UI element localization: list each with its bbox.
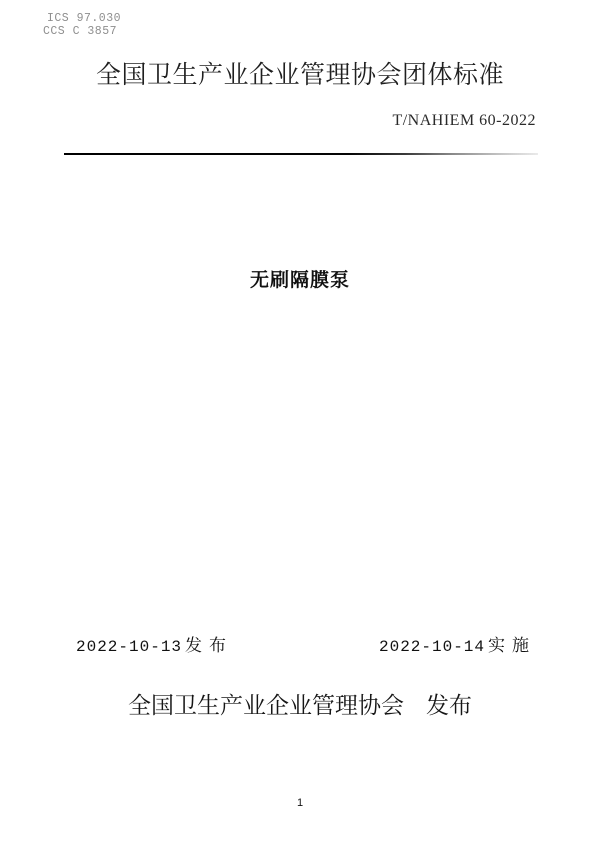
standard-name-title: 无刷隔膜泵 [249,269,350,291]
issue-date-label: 发布 [185,636,234,655]
issue-date-line [76,631,233,656]
publisher-line [0,687,600,720]
association-standard-title: 全国卫生产业企业管理协会团体标准 [95,62,504,89]
implementation-date-line [379,631,536,656]
ics-code: ICS 97.030 [47,12,122,25]
ccs-code: CCS C 3857 [43,25,118,38]
header-divider-line [64,153,538,155]
publisher-action-label: 发布 [426,693,472,718]
issue-date: 2022-10-13 [76,638,183,656]
publisher-name: 全国卫生产业企业管理协会 [128,693,404,718]
standard-number: T/NAHIEM 60-2022 [392,112,536,129]
implementation-date: 2022-10-14 [378,638,485,656]
implementation-date-label: 实施 [488,636,536,655]
page-number: 1 [296,797,304,809]
classification-codes [43,12,121,38]
